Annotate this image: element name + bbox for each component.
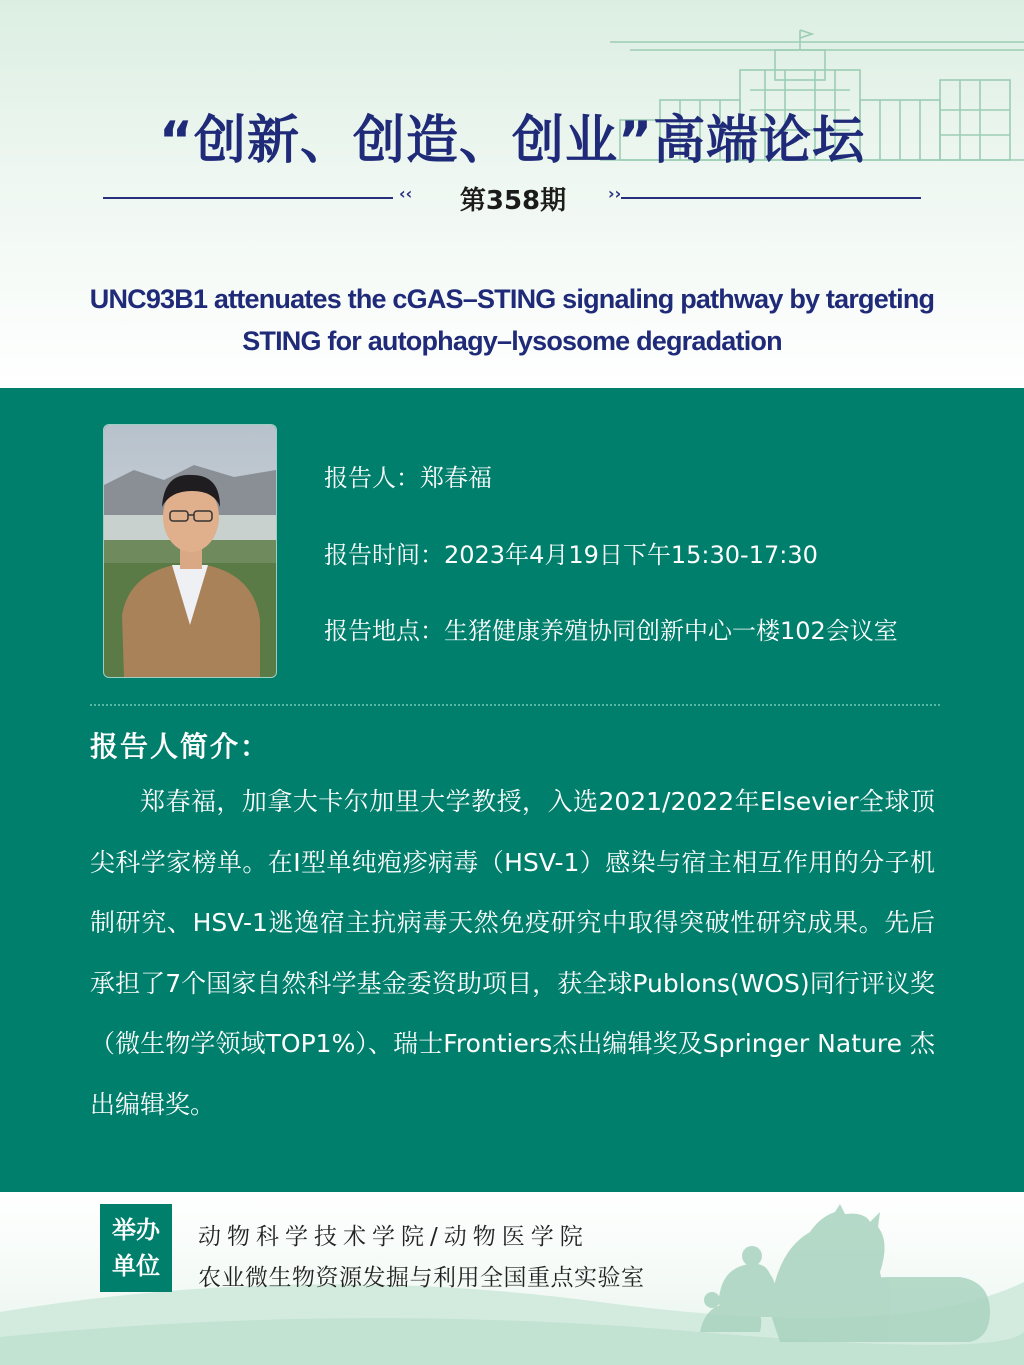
talk-title: UNC93B1 attenuates the cGAS–STING signaling pathway by targeting STING for autophagy–lysosome degradation: [89, 284, 935, 356]
time-row: [324, 535, 818, 570]
section-divider: [90, 704, 940, 706]
issue-divider-right: [621, 197, 921, 199]
host-organization-1: 动物科学技术学院/动物医学院: [198, 1224, 589, 1250]
speaker-photo: [103, 424, 277, 678]
time-value: 2023年4月19日下午15:30-17:30: [444, 541, 818, 569]
forum-title: “创新、创造、创业”高端论坛: [158, 111, 866, 171]
place-label: 报告地点：: [324, 617, 444, 645]
issue-divider-left: [103, 197, 393, 199]
host-label-line2: 单位: [112, 1252, 160, 1280]
issue-row: [103, 180, 921, 216]
speaker-label: 报告人：: [324, 464, 420, 492]
issue-number: 第358期: [459, 186, 567, 216]
livestock-silhouettes-illustration: [690, 1192, 1024, 1365]
footer: [0, 1192, 1024, 1365]
chevrons-left-icon: ‹‹: [399, 184, 413, 203]
header-banner: [0, 0, 1024, 388]
host-label-line1: 举办: [112, 1216, 160, 1244]
host-label-box: [100, 1204, 172, 1292]
bio-text: 郑春福，加拿大卡尔加里大学教授，入选2021/2022年Elsevier全球顶尖科学家榜单。在I型单纯疱疹病毒（HSV-1）感染与宿主相互作用的分子机制研究、HSV-1逃逸宿主抗病毒天然免疫研究中取得突破性研究成果。先后承担了7个国家自然科学基金委资助项目，获全球Publons(WOS)同行评议奖（微生物学领域TOP1%）、瑞士Frontiers杰出编辑奖及Springer Nature 杰出编辑奖。: [90, 787, 935, 1119]
bio-heading: 报告人简介：: [90, 730, 271, 763]
chevrons-right-icon: ››: [608, 184, 622, 203]
host-organization-2: 农业微生物资源发掘与利用全国重点实验室: [198, 1265, 645, 1291]
place-value: 生猪健康养殖协同创新中心一楼102会议室: [444, 617, 898, 645]
speaker-row: [324, 458, 492, 493]
main-panel: [0, 388, 1024, 1192]
place-row: [324, 611, 898, 646]
speaker-name: 郑春福: [420, 464, 492, 492]
time-label: 报告时间：: [324, 541, 444, 569]
